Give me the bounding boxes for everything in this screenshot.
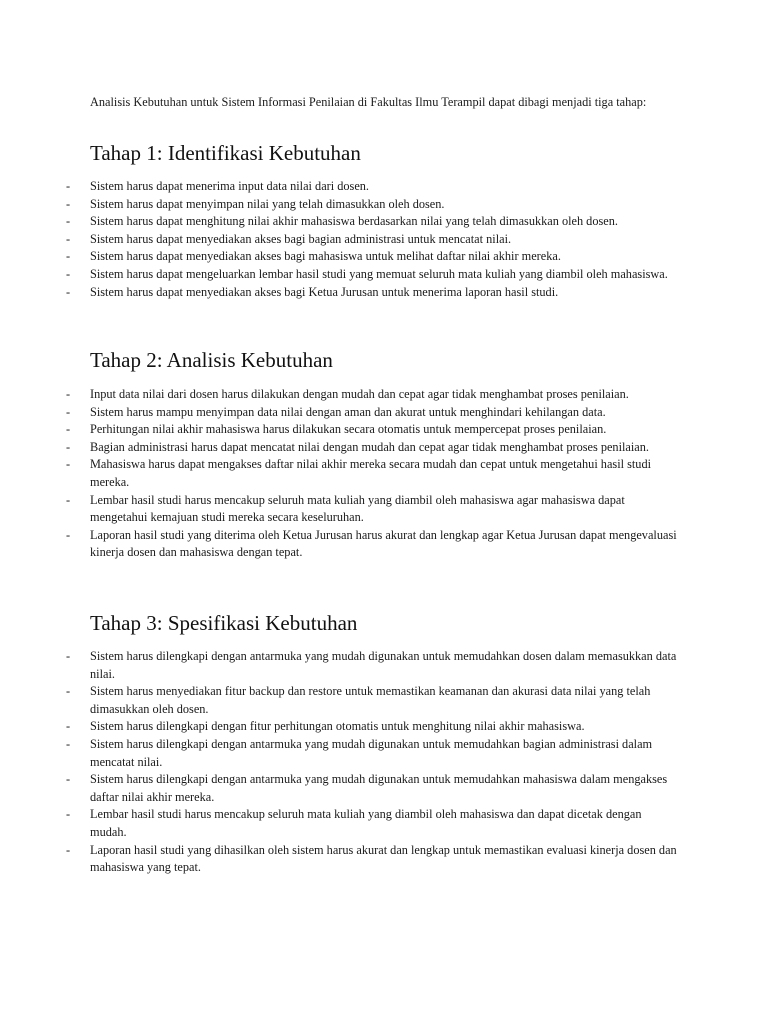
intro-paragraph: Analisis Kebutuhan untuk Sistem Informasi Penilaian di Fakultas Ilmu Terampil dapat dibagi menjadi tiga tahap: [90, 95, 647, 109]
bullet-dash: - [66, 214, 71, 229]
bullet-dash: - [66, 492, 71, 507]
list-item: - Sistem harus dapat menghitung nilai akhir mahasiswa berdasarkan nilai yang telah dimasukkan oleh dosen. [0, 213, 680, 231]
list-item: - Perhitungan nilai akhir mahasiswa harus dilakukan secara otomatis untuk mempercepat proses penilaian. [0, 421, 680, 439]
list-item: - Sistem harus mampu menyimpan data nilai dengan aman dan akurat untuk menghindari kehilangan data. [0, 404, 680, 422]
bullet-dash: - [66, 266, 71, 281]
list-item: - Sistem harus menyediakan fitur backup dan restore untuk memastikan keamanan dan akurasi data nilai yang telah dimasukkan oleh dosen. [66, 684, 651, 716]
list-item: - Sistem harus dapat menyediakan akses bagi bagian administrasi untuk mencatat nilai. [0, 231, 680, 249]
list-item: - Bagian administrasi harus dapat mencatat nilai dengan mudah dan cepat agar tidak menghambat proses penilaian. [0, 439, 680, 457]
list-item: - Mahasiswa harus dapat mengakses daftar nilai akhir mereka secara mudah dan cepat untuk mengetahui hasil studi mereka. [66, 457, 652, 489]
bullet-dash: - [66, 772, 71, 787]
bullet-dash: - [66, 736, 71, 751]
list-item: - Sistem harus dapat menerima input data nilai dari dosen. [0, 178, 680, 196]
list-item: - Sistem harus dilengkapi dengan antarmuka yang mudah digunakan untuk memudahkan mahasiswa dalam mengakses daftar nilai akhir mereka. [66, 772, 668, 804]
bullet-dash: - [66, 284, 71, 299]
section-2-list [0, 386, 768, 562]
bullet-dash: - [66, 439, 71, 454]
list-item: - Laporan hasil studi yang diterima oleh Ketua Jurusan harus akurat dan lengkap agar Ketua Jurusan dapat mengevaluasi kinerja dosen dan mahasiswa dengan tepat. [66, 527, 677, 560]
bullet-dash: - [66, 719, 71, 734]
bullet-dash: - [66, 807, 71, 822]
section-1-list [0, 178, 768, 301]
bullet-dash: - [66, 649, 71, 663]
list-item: - Sistem harus dapat mengeluarkan lembar hasil studi yang memuat seluruh mata kuliah yang diambil oleh mahasiswa. [0, 266, 680, 284]
section-title-tahap-1: Tahap 1: Identifikasi Kebutuhan [90, 141, 361, 165]
bullet-dash: - [66, 527, 71, 542]
list-item: - Laporan hasil studi yang dihasilkan oleh sistem harus akurat dan lengkap untuk memastikan evaluasi kinerja dosen dan mahasiswa yang tepat. [66, 842, 677, 875]
bullet-dash: - [66, 231, 71, 246]
bullet-dash: - [66, 842, 71, 857]
list-item: - Input data nilai dari dosen harus dilakukan dengan mudah dan cepat agar tidak menghambat proses penilaian. [0, 386, 680, 404]
list-item: - Lembar hasil studi harus mencakup seluruh mata kuliah yang diambil oleh mahasiswa dan dapat dicetak dengan mudah. [66, 807, 642, 839]
list-item: - Sistem harus dapat menyediakan akses bagi mahasiswa untuk melihat daftar nilai akhir mereka. [0, 248, 680, 266]
bullet-dash: - [66, 196, 71, 211]
list-item: - Sistem harus dilengkapi dengan antarmuka yang mudah digunakan untuk memudahkan bagian administrasi dalam mencatat nilai. [66, 736, 653, 769]
section-3-list [0, 648, 768, 877]
list-item: - Sistem harus dilengkapi dengan antarmuka yang mudah digunakan untuk memudahkan dosen dalam memasukkan data nilai. [66, 649, 677, 681]
bullet-dash: - [66, 404, 71, 419]
bullet-dash: - [66, 179, 71, 193]
list-item: - Sistem harus dilengkapi dengan fitur perhitungan otomatis untuk menghitung nilai akhir mahasiswa. [0, 718, 680, 736]
section-title-tahap-2: Tahap 2: Analisis Kebutuhan [90, 348, 333, 372]
bullet-dash: - [66, 249, 71, 264]
section-title-tahap-3: Tahap 3: Spesifikasi Kebutuhan [90, 611, 358, 635]
list-item: - Sistem harus dapat menyimpan nilai yang telah dimasukkan oleh dosen. [0, 196, 680, 214]
bullet-dash: - [66, 457, 71, 472]
list-item: - Lembar hasil studi harus mencakup seluruh mata kuliah yang diambil oleh mahasiswa agar mahasiswa dapat mengetahui kemajuan studi mereka secara keseluruhan. [66, 492, 625, 525]
bullet-dash: - [66, 387, 71, 401]
bullet-dash: - [66, 684, 71, 699]
bullet-dash: - [66, 422, 71, 437]
list-item: - Sistem harus dapat menyediakan akses bagi Ketua Jurusan untuk menerima laporan hasil studi. [0, 284, 680, 302]
